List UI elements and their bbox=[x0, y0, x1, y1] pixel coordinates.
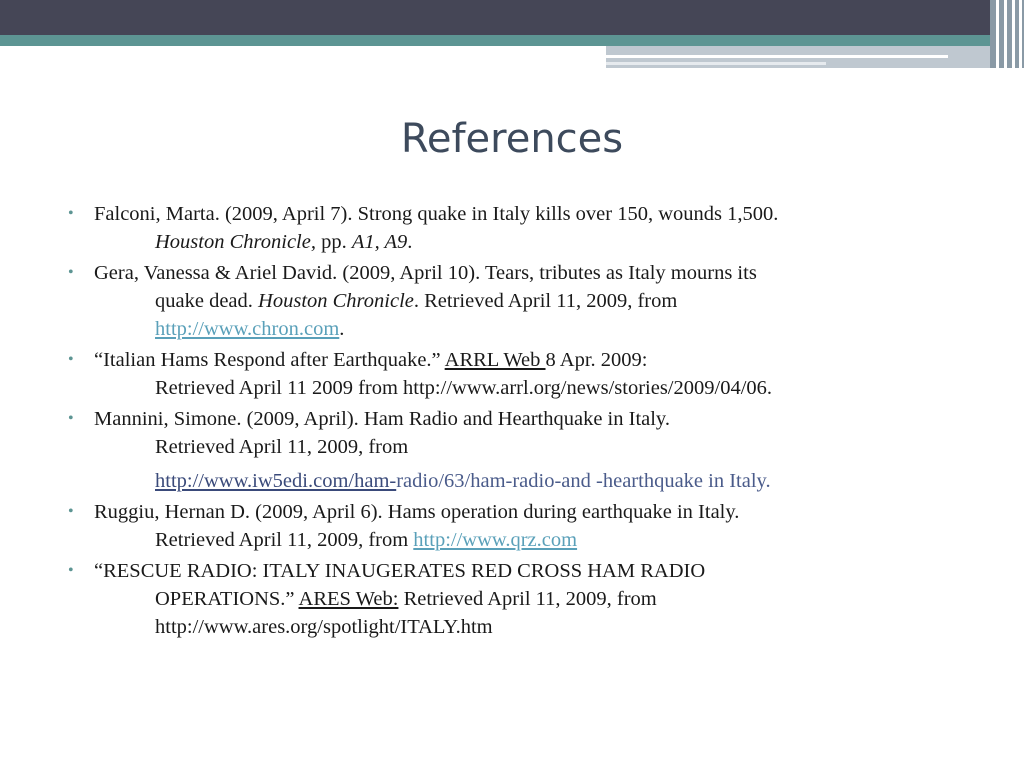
header-divider-line bbox=[606, 62, 826, 65]
reference-text bbox=[94, 346, 968, 374]
source-title: ARES Web: bbox=[298, 588, 399, 610]
reference-text: 8 Apr. 2009: bbox=[545, 349, 648, 371]
reference-item bbox=[68, 405, 968, 495]
reference-text: . Retrieved April 11, 2009, from bbox=[413, 290, 678, 312]
reference-text: Gera, Vanessa & Ariel David. (2009, April 10). Tears, tributes as Italy mourns its bbox=[94, 262, 757, 284]
reference-text: . bbox=[407, 231, 413, 253]
reference-continuation: Retrieved April 11, 2009, from bbox=[155, 436, 409, 458]
journal-title: Houston Chronicle, bbox=[155, 231, 316, 253]
reference-continuation bbox=[94, 526, 968, 554]
bullet-icon: • bbox=[68, 351, 74, 368]
bullet-icon: • bbox=[68, 205, 74, 222]
bullet-icon: • bbox=[68, 562, 74, 579]
reference-list bbox=[68, 200, 968, 644]
qrz-link[interactable]: http://www.qrz.com bbox=[413, 529, 578, 551]
reference-item bbox=[68, 498, 968, 554]
reference-text: pp. bbox=[315, 231, 352, 253]
reference-item bbox=[68, 346, 968, 402]
slide-title: References bbox=[400, 116, 624, 162]
iw5edi-link[interactable]: http://www.iw5edi.com/ham- bbox=[155, 470, 397, 492]
stripe bbox=[1019, 0, 1022, 68]
reference-item bbox=[68, 557, 968, 641]
stripe bbox=[996, 0, 999, 68]
header-band-teal bbox=[0, 35, 1024, 46]
reference-continuation bbox=[94, 228, 968, 256]
reference-text: Ruggiu, Hernan D. (2009, April 6). Hams operation during earthquake in Italy. bbox=[94, 501, 740, 523]
reference-text: quake dead. bbox=[155, 290, 259, 312]
bullet-icon: • bbox=[68, 503, 74, 520]
reference-text: OPERATIONS.” bbox=[155, 588, 299, 610]
reference-text: . bbox=[339, 318, 345, 340]
reference-text: “Italian Hams Respond after Earthquake.” bbox=[94, 349, 445, 371]
header-band-dark bbox=[0, 0, 1024, 35]
chron-link[interactable]: http://www.chron.com bbox=[155, 318, 340, 340]
bullet-icon: • bbox=[68, 264, 74, 281]
reference-item bbox=[68, 200, 968, 256]
stripe bbox=[1012, 0, 1015, 68]
reference-text: Falconi, Marta. (2009, April 7). Strong quake in Italy kills over 150, wounds 1,500. bbox=[94, 203, 779, 225]
reference-continuation bbox=[94, 315, 968, 343]
reference-continuation bbox=[94, 585, 968, 613]
source-title: ARRL Web bbox=[444, 349, 546, 371]
reference-item bbox=[68, 259, 968, 343]
reference-text: radio/63/ham-radio-and -hearthquake in Italy. bbox=[396, 470, 771, 492]
bullet-icon: • bbox=[68, 410, 74, 427]
reference-continuation bbox=[94, 467, 968, 495]
reference-url: http://www.ares.org/spotlight/ITALY.htm bbox=[155, 616, 493, 638]
reference-continuation: Retrieved April 11 2009 from http://www.arrl.org/news/stories/2009/04/06. bbox=[155, 377, 773, 399]
corner-stripes bbox=[990, 0, 1024, 68]
reference-continuation bbox=[94, 287, 968, 315]
reference-text: Retrieved April 11, 2009, from bbox=[155, 529, 414, 551]
journal-title: Houston Chronicle bbox=[258, 290, 414, 312]
page-numbers: A1, A9 bbox=[351, 231, 408, 253]
header-divider-line bbox=[606, 55, 948, 58]
reference-text: “RESCUE RADIO: ITALY INAUGERATES RED CROSS HAM RADIO bbox=[94, 560, 706, 582]
reference-text: Mannini, Simone. (2009, April). Ham Radio and Hearthquake in Italy. bbox=[94, 408, 670, 430]
stripe bbox=[1004, 0, 1007, 68]
reference-text: Retrieved April 11, 2009, from bbox=[398, 588, 657, 610]
